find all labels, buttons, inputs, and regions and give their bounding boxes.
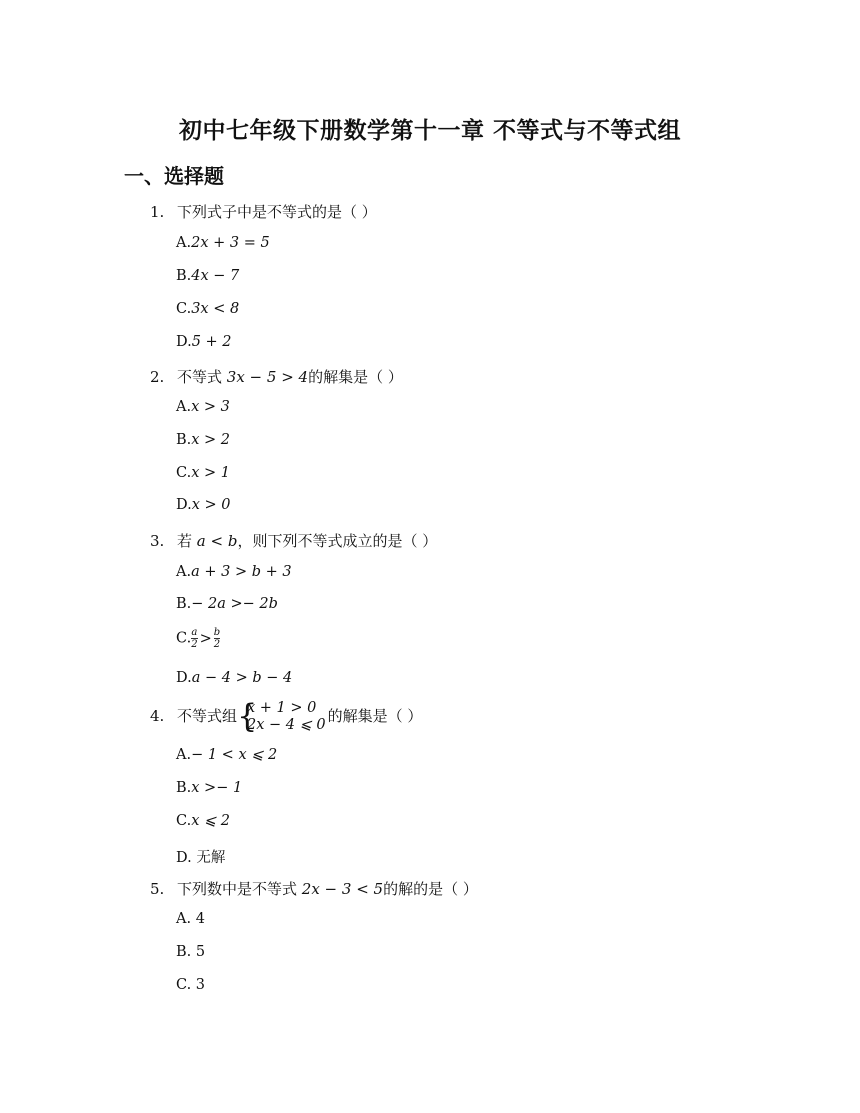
q3-option-d xyxy=(176,670,292,686)
option-label: A. xyxy=(176,399,192,415)
option-label: D. xyxy=(176,670,192,686)
question-stem-pre: 下列数中是不等式 xyxy=(177,880,302,898)
option-text: 无解 xyxy=(191,850,226,866)
q2-option-d xyxy=(176,497,231,513)
q2-option-b xyxy=(176,432,230,448)
question-1 xyxy=(150,201,377,222)
option-label: D. xyxy=(176,850,192,866)
left-brace-icon: { xyxy=(237,697,258,735)
option-label: A. xyxy=(176,747,192,763)
question-stem-pre: 若 xyxy=(177,532,197,550)
fraction-numerator: b xyxy=(213,627,221,638)
question-stem: 下列式子中是不等式的是（ ） xyxy=(177,203,377,221)
option-label: B. xyxy=(176,268,192,284)
question-stem-post: ，则下列不等式成立的是（ ） xyxy=(237,532,438,550)
question-number: 3. xyxy=(150,532,165,550)
question-2 xyxy=(150,366,403,387)
q4-option-c xyxy=(176,813,230,829)
option-label: A. xyxy=(176,235,192,251)
option-label: B. xyxy=(176,780,192,796)
fraction-a-over-2 xyxy=(191,627,197,650)
option-text: 5 xyxy=(191,944,206,960)
option-label: D. xyxy=(176,334,192,350)
system-row-1: x + 1 > 0 xyxy=(247,700,317,716)
option-label: C. xyxy=(176,465,192,481)
inequality-system xyxy=(237,697,326,735)
option-label: C. xyxy=(176,813,192,829)
question-5 xyxy=(150,878,478,899)
question-3 xyxy=(150,530,437,551)
question-number: 1. xyxy=(150,203,165,221)
question-4 xyxy=(150,697,423,735)
option-expr: x > 1 xyxy=(191,465,230,481)
option-label: C. xyxy=(176,977,192,993)
question-stem-post: 的解集是（ ） xyxy=(327,707,423,725)
q2-option-a xyxy=(176,399,230,415)
option-label: D. xyxy=(176,497,192,513)
option-expr: x > 0 xyxy=(191,497,231,513)
q5-option-c xyxy=(176,977,205,993)
option-expr: a + 3 > b + 3 xyxy=(191,564,292,580)
q1-option-c xyxy=(176,301,239,317)
q1-option-d xyxy=(176,334,232,350)
comparison-operator: > xyxy=(199,630,212,647)
q5-option-b xyxy=(176,944,205,960)
question-stem-expr: a < b xyxy=(196,532,238,550)
q4-option-b xyxy=(176,780,242,796)
option-expr: − 1 < x ⩽ 2 xyxy=(191,747,278,763)
option-expr: 4x − 7 xyxy=(191,268,240,284)
option-expr: 2x + 3 = 5 xyxy=(191,235,270,251)
question-stem-expr: 2x − 3 < 5 xyxy=(301,880,384,898)
fraction-numerator: a xyxy=(191,627,198,638)
option-expr: x ⩽ 2 xyxy=(191,813,230,829)
question-stem-expr: 3x − 5 > 4 xyxy=(226,368,309,386)
question-number: 2. xyxy=(150,368,165,386)
q5-option-a xyxy=(176,911,205,927)
q4-option-d xyxy=(176,846,225,867)
option-expr: − 2a >− 2b xyxy=(191,596,278,612)
option-label: C. xyxy=(176,301,192,317)
option-text: 3 xyxy=(191,977,206,993)
q3-option-c xyxy=(176,627,220,650)
option-text: 4 xyxy=(191,911,205,927)
option-label: B. xyxy=(176,432,192,448)
q2-option-c xyxy=(176,465,230,481)
fraction-b-over-2 xyxy=(214,627,220,650)
question-stem-post: 的解的是（ ） xyxy=(383,880,478,898)
question-stem-pre: 不等式组 xyxy=(177,707,238,725)
section-heading: 一、选择题 xyxy=(124,164,224,188)
q1-option-b xyxy=(176,268,239,284)
option-expr: x >− 1 xyxy=(191,780,243,796)
option-expr: 3x < 8 xyxy=(191,301,240,317)
option-expr: 5 + 2 xyxy=(191,334,232,350)
system-row-2: 2x − 4 ⩽ 0 xyxy=(247,717,326,733)
question-number: 4. xyxy=(150,707,165,725)
q3-option-b xyxy=(176,596,278,612)
option-label: A. xyxy=(176,911,192,927)
option-label: C. xyxy=(176,630,192,647)
fraction-denominator: 2 xyxy=(213,639,221,650)
question-stem-pre: 不等式 xyxy=(177,368,227,386)
q1-option-a xyxy=(176,235,270,251)
document-title: 初中七年级下册数学第十一章 不等式与不等式组 xyxy=(178,118,681,144)
q3-option-a xyxy=(176,564,292,580)
option-expr: x > 3 xyxy=(191,399,230,415)
option-label: B. xyxy=(176,596,192,612)
q4-option-a xyxy=(176,747,277,763)
question-stem-post: 的解集是（ ） xyxy=(308,368,403,386)
fraction-denominator: 2 xyxy=(191,639,198,650)
option-expr: a − 4 > b − 4 xyxy=(191,670,293,686)
option-expr: x > 2 xyxy=(191,432,231,448)
question-number: 5. xyxy=(150,880,165,898)
option-label: A. xyxy=(176,564,192,580)
option-label: B. xyxy=(176,944,192,960)
